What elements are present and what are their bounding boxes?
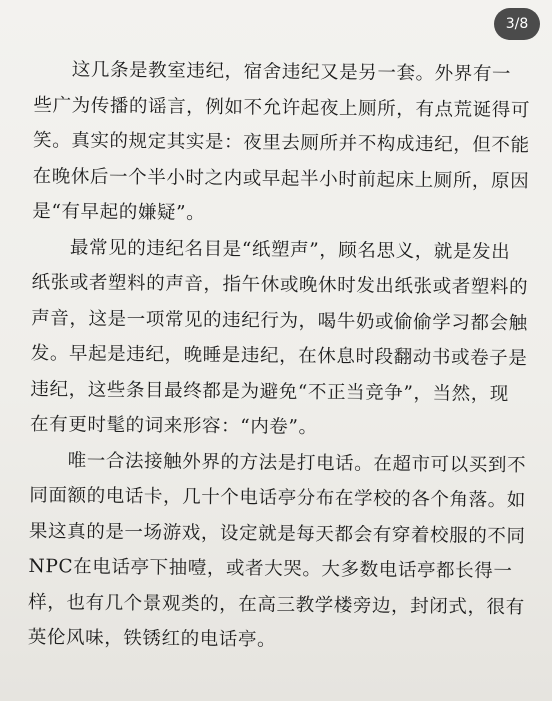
text-line: 样，也有几个景观类的，在高三教学楼旁边，封闭式，很有 (28, 591, 525, 618)
paragraph-1 (32, 52, 531, 235)
text-line: 果这真的是一场游戏，设定就是每天都会有穿着校服的不同 (28, 520, 526, 547)
text-line: 英伦风味，铁锈红的电话亭。 (27, 626, 277, 651)
text-line: 笑。真实的规定其实是：夜里去厕所并不构成违纪，但不能 (32, 129, 530, 157)
text-line: 唯一合法接触外界的方法是打电话。在超市可以买到不 (67, 449, 527, 476)
paragraph-3 (27, 442, 527, 660)
page-counter-badge: 3/8 (494, 8, 540, 40)
text-line: 纸张或者塑料的声音，指午休或晚休时发出纸张或者塑料的 (31, 271, 529, 299)
paragraph-2 (29, 229, 529, 447)
text-line: 违纪，这些条目最终都是为避免“不正当竞争”，当然，现 (30, 378, 510, 405)
text-line: 这几条是教室违纪，宿舍违纪又是另一套。外界有一 (71, 59, 512, 85)
text-line: 声音，这是一项常见的违纪行为，喝牛奶或偷偷学习都会触 (31, 307, 528, 334)
text-line: 是“有早起的嫌疑”。 (32, 200, 206, 224)
text-line: 同面额的电话卡，几十个电话亭分布在学校的各个角落。如 (29, 484, 527, 512)
text-line: 发。早起是违纪，晚睡是违纪，在休息时段翻动书或卷子是 (30, 342, 528, 370)
text-line: 在有更时髦的词来形容：“内卷”。 (29, 413, 318, 438)
text-line: 最常见的违纪名目是“纸塑声”，顾名思义，就是发出 (69, 236, 511, 263)
text-line: 在晚休后一个半小时之内或早起半小时前起床上厕所，原因 (32, 165, 530, 192)
text-line: 些广为传播的谣言，例如不允许起夜上厕所，有点荒诞得可 (33, 94, 531, 121)
text-line: NPC在电话亭下抽噎，或者大哭。大多数电话亭都长得一 (28, 555, 513, 583)
page-text (27, 52, 531, 661)
